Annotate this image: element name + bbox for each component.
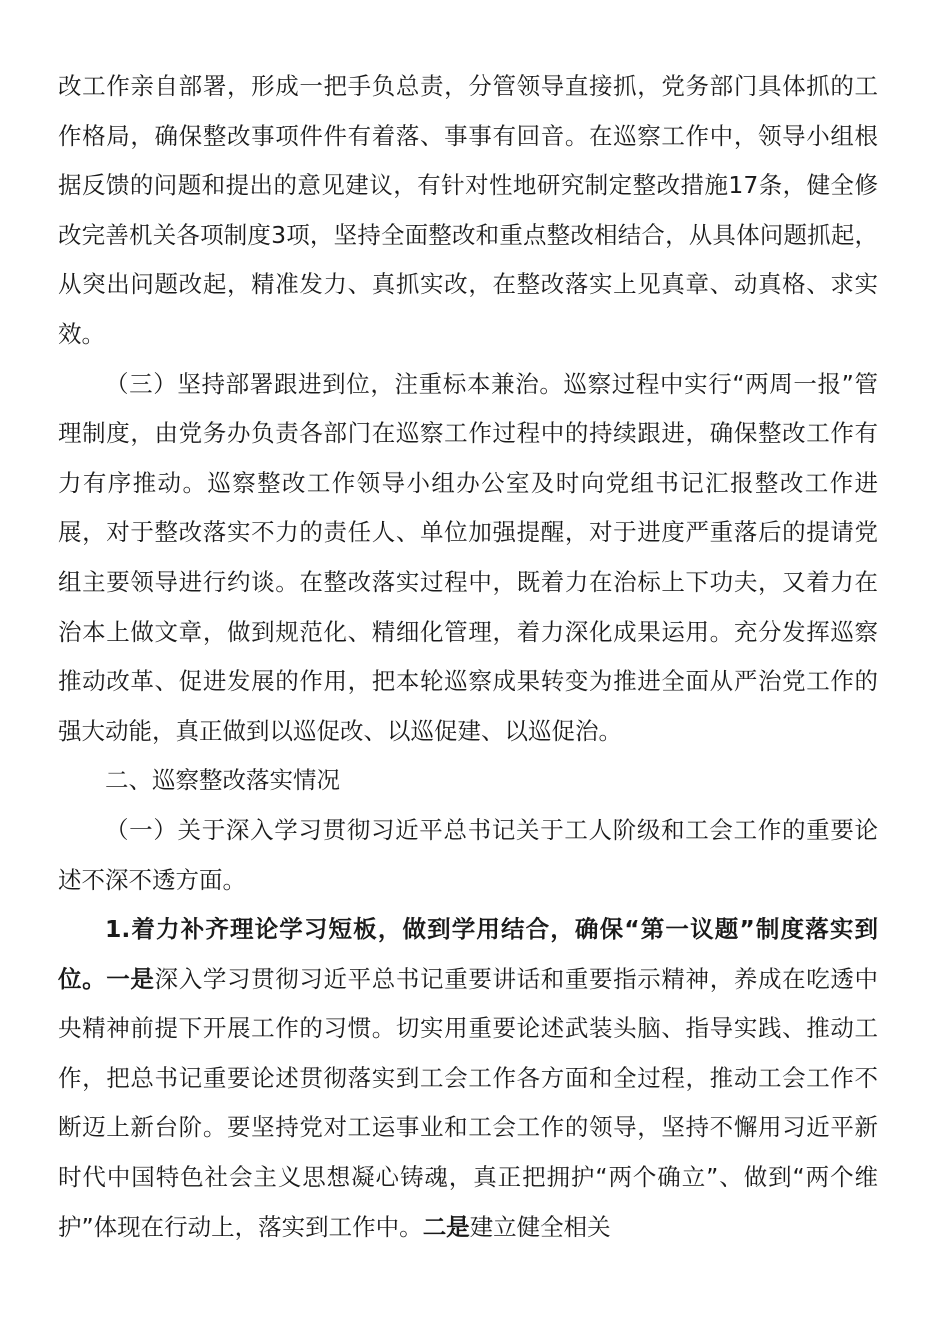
lead-marker-one: 一是: [106, 964, 155, 993]
paragraph-continuation: 改工作亲自部署，形成一把手负总责，分管领导直接抓，党务部门具体抓的工作格局，确保整改事项件件有着落、事事有回音。在巡察工作中，领导小组根据反馈的问题和提出的意见建议，有针对性地研究制定整改措施17条，健全修改完善机关各项制度3项，坚持全面整改和重点整改相结合，从具体问题抓起，从突出问题改起，精准发力、真抓实改，在整改落实上见真章、动真格、求实效。: [58, 72, 878, 348]
item-text-one: 深入学习贯彻习近平总书记重要讲话和重要指示精神，养成在吃透中央精神前提下开展工作的习惯。切实用重要论述武装头脑、指导实践、推动工作，把总书记重要论述贯彻落实到工会工作各方面和全过程，推动工会工作不断迈上新台阶。要坚持党对工运事业和工会工作的领导，坚持不懈用习近平新时代中国特色社会主义思想凝心铸魂，真正把拥护“两个确立”、做到“两个维护”体现在行动上，落实到工作中。: [58, 964, 879, 1241]
item-text-two: 建立健全相关: [469, 1212, 611, 1241]
document-body: [58, 62, 878, 1252]
lead-marker-two: 二是: [422, 1212, 470, 1241]
item-heading: 1.着力补齐理论学习短板，做到学用结合，确保“第一议题”制度落实到位。: [58, 915, 878, 993]
paragraph-item-one: [58, 905, 878, 1252]
paragraph-section-three: （三）坚持部署跟进到位，注重标本兼治。巡察过程中实行“两周一报”管理制度，由党务办负责各部门在巡察工作过程中的持续跟进，确保整改工作有力有序推动。巡察整改工作领导小组办公室及时向党组书记汇报整改工作进展，对于整改落实不力的责任人、单位加强提醒，对于进度严重落后的提请党组主要领导进行约谈。在整改落实过程中，既着力在治标上下功夫，又着力在治本上做文章，做到规范化、精细化管理，着力深化成果运用。充分发挥巡察推动改革、促进发展的作用，把本轮巡察成果转变为推进全面从严治党工作的强大动能，真正做到以巡促改、以巡促建、以巡促治。: [58, 369, 878, 745]
subsection-heading-one: （一）关于深入学习贯彻习近平总书记关于工人阶级和工会工作的重要论述不深不透方面。: [58, 815, 878, 894]
section-heading-two: 二、巡察整改落实情况: [105, 766, 340, 795]
